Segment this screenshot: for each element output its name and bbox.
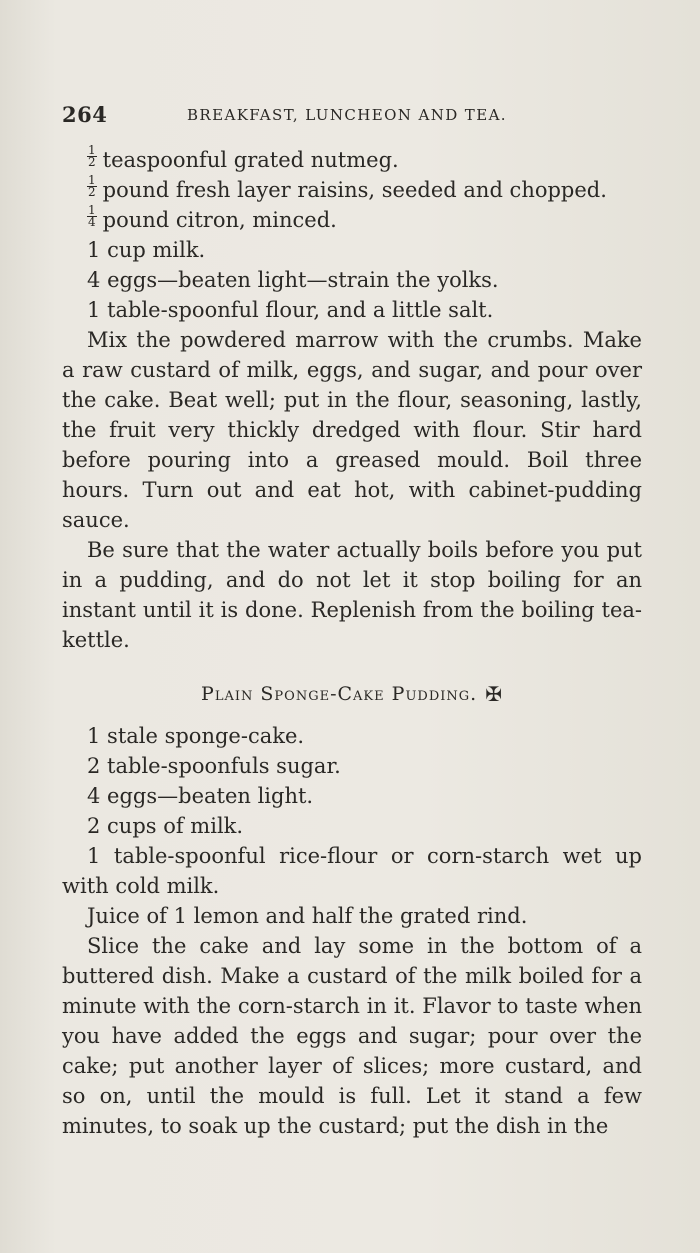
note-paragraph: Be sure that the water actually boils before you put in a pudding, and do not let it stop boiling for an instant until it is done. Replenish from the boiling tea-kettle. (62, 538, 642, 652)
instruction-paragraph: Slice the cake and lay some in the bottom of a buttered dish. Make a custard of the milk boiled for a minute with the corn-starch in it. Flavor to taste when you have added the eggs and sugar; pour over the cake; put another layer of slices; more custard, and so on, until the mould is full. Let it stand a few minutes, to soak up the custard; put the dish in the (62, 934, 642, 1138)
ingredient-line: 1 stale sponge-cake. (87, 724, 305, 748)
ingredient-line: 4 eggs—beaten light. (87, 784, 314, 808)
page-content (62, 145, 642, 1141)
ingredient-line: $\frac{1}{4}$ pound citron, minced. (88, 203, 337, 232)
ingredient-line: 4 eggs—beaten light—strain the yolks. (87, 268, 499, 292)
instruction-paragraph: Mix the powdered marrow with the crumbs. Make a raw custard of milk, eggs, and sugar, and pour over the cake. Beat well; put in the flour, seasoning, lastly, the fruit very thickly dredged with flour. Stir hard before pouring into a greased mould. Boil three hours. Turn out and eat hot, with cabinet-pudding sauce. (62, 328, 642, 532)
ingredient-line: $\frac{1}{2}$ pound fresh layer raisins, seeded and chopped. (88, 173, 607, 202)
ingredient-line: 2 table-spoonfuls sugar. (87, 754, 341, 778)
recipe-title (62, 679, 642, 709)
page-number: 264 (62, 102, 108, 127)
running-head: BREAKFAST, LUNCHEON AND TEA. (187, 106, 507, 124)
ingredient-line: 1 table-spoonful flour, and a little salt. (87, 298, 494, 322)
page-header (62, 100, 642, 130)
ingredient-line: Juice of 1 lemon and half the grated rind. (87, 904, 528, 928)
ingredient-line: $\frac{1}{2}$ teaspoonful grated nutmeg. (88, 143, 399, 172)
ingredient-line: 1 cup milk. (87, 238, 206, 262)
ingredient-line: 1 table-spoonful rice-flour or corn-starch wet up with cold milk. (62, 844, 642, 898)
cross-pattee-icon: ✠ (485, 682, 503, 706)
recipe-title-text: Plain Sponge-Cake Pudding. (201, 683, 478, 705)
fraction: $\frac{1}{2}$ (88, 143, 96, 169)
ingredient-line: 2 cups of milk. (87, 814, 244, 838)
fraction: $\frac{1}{4}$ (88, 203, 96, 229)
fraction: $\frac{1}{2}$ (88, 173, 96, 199)
